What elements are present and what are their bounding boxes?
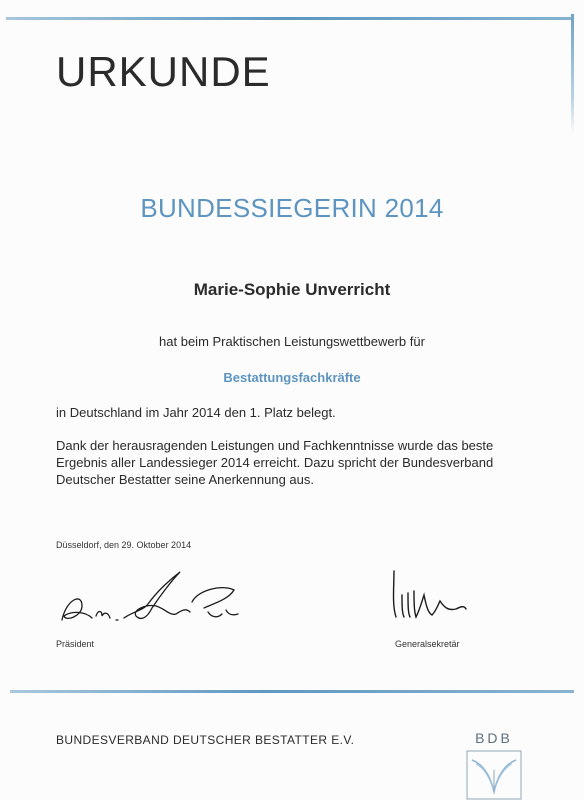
acknowledgement-text: Dank der herausragenden Leistungen und Fachkenntnisse wurde das beste Ergebnis aller Landessieger 2014 erreicht. Dazu spricht der Bundesverband Deutscher Bestatter seine Anerkennung aus. — [56, 438, 494, 487]
president-signature — [52, 560, 252, 640]
place-date: Düsseldorf, den 29. Oktober 2014 — [56, 540, 192, 550]
certificate-title: URKUNDE — [56, 48, 271, 95]
right-border-stripe — [571, 14, 574, 134]
placement-text: in Deutschland im Jahr 2014 den 1. Platz belegt. — [56, 405, 336, 420]
award-title: BUNDESSIEGERIN 2014 — [140, 193, 444, 223]
competition-intro: hat beim Praktischen Leistungswettbewerb für — [159, 334, 425, 349]
secretary-label: Generalsekretär — [395, 639, 460, 649]
bottom-border-stripe — [10, 690, 574, 693]
bdb-logo — [462, 726, 526, 800]
secretary-signature — [388, 565, 468, 625]
top-border-stripe — [6, 17, 574, 20]
president-label: Präsident — [56, 639, 95, 649]
organization-name: BUNDESVERBAND DEUTSCHER BESTATTER E.V. — [56, 733, 355, 747]
recipient-name: Marie-Sophie Unverricht — [193, 280, 391, 299]
logo-mark-icon — [466, 750, 522, 800]
profession-name: Bestattungsfachkräfte — [223, 370, 361, 385]
logo-text: BDB — [475, 730, 513, 746]
